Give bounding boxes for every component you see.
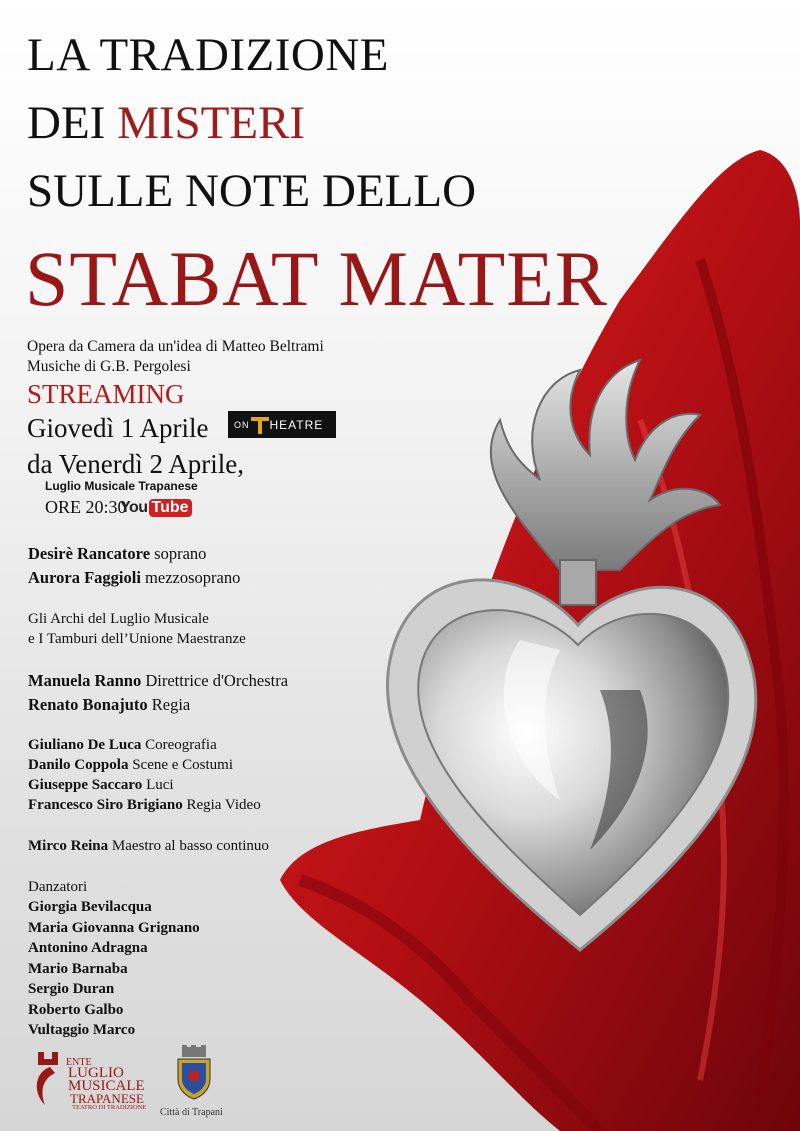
youtube-tube: Tube	[149, 499, 192, 517]
dancer-5: Sergio Duran	[28, 981, 115, 997]
ontheatre-t-icon	[251, 415, 269, 435]
crew-2	[28, 755, 233, 776]
ontheatre-rest: HEATRE	[269, 417, 324, 432]
crew-4-role: Regia Video	[186, 797, 261, 813]
direction-1	[28, 670, 288, 691]
crew-2-name: Danilo Coppola	[28, 757, 129, 773]
ente-line4: TRAPANESE	[70, 1091, 144, 1106]
youtube-logo	[120, 499, 192, 517]
continuo-name: Mirco Reina	[28, 838, 109, 854]
direction-2	[28, 694, 190, 715]
crew-1-role: Coreografia	[145, 737, 217, 753]
date-friday: da Venerdì 2 Aprile,	[27, 449, 244, 479]
dancers-label: Danzatori	[28, 879, 88, 895]
heading-line-2-prefix: DEI	[27, 97, 118, 149]
dancer-4: Mario Barnaba	[28, 960, 128, 977]
ente-line2: LUGLIO	[68, 1065, 124, 1081]
direction-2-role: Regia	[151, 695, 191, 714]
date-thursday: Giovedì 1 Aprile	[27, 413, 209, 443]
crew-1	[28, 735, 217, 756]
ente-line3: MUSICALE	[68, 1078, 145, 1094]
crew-2-role: Scene e Costumi	[132, 757, 234, 773]
subtitle-line-1: Opera da Camera da un'idea di Matteo Beltrami	[27, 338, 324, 355]
singer-1-role: soprano	[154, 544, 207, 563]
citta-di-trapani-logo	[160, 1045, 230, 1125]
singer-1-name: Desirè Rancatore	[28, 544, 151, 563]
dancer-6: Roberto Galbo	[28, 1001, 124, 1018]
ente-line1: ENTE	[66, 1057, 92, 1068]
city-name: Città di Trapani	[160, 1107, 223, 1118]
crew-4	[28, 795, 261, 816]
ontheatre-logo	[228, 411, 336, 438]
dancer-2: Maria Giovanna Grignano	[28, 919, 200, 936]
crew-1-name: Giuliano De Luca	[28, 737, 142, 753]
ensemble-line-1: Gli Archi del Luglio Musicale	[28, 611, 209, 627]
singer-2	[28, 567, 240, 588]
channel-name: Luglio Musicale Trapanese	[45, 479, 198, 493]
singer-1	[28, 543, 206, 564]
continuo-role: Maestro al basso continuo	[111, 838, 269, 854]
crew-4-name: Francesco Siro Brigiano	[28, 797, 183, 813]
heading-misteri: MISTERI	[117, 97, 306, 149]
crew-3-name: Giuseppe Saccaro	[28, 777, 143, 793]
direction-1-role: Direttrice d'Orchestra	[145, 671, 289, 690]
youtube-you: You	[120, 499, 148, 516]
dancer-1: Giorgia Bevilacqua	[28, 899, 152, 915]
heading-line-2	[27, 98, 305, 148]
ontheatre-on: ON	[234, 419, 250, 430]
streaming-label: STREAMING	[27, 379, 185, 409]
dancer-3: Antonino Adragna	[28, 940, 148, 956]
singer-2-role: mezzosoprano	[145, 568, 241, 587]
heading-line-1: LA TRADIZIONE	[27, 29, 390, 81]
ente-line5: TEATRO DI TRADIZIONE	[72, 1104, 147, 1111]
heading-line-3: SULLE NOTE DELLO	[27, 165, 477, 217]
crew-3	[28, 775, 174, 796]
main-title: STABAT MATER	[25, 235, 608, 322]
stream-time: ORE 20:30	[45, 497, 127, 517]
crew-3-role: Luci	[146, 777, 174, 793]
ente-emblem-icon	[30, 1047, 70, 1107]
continuo	[28, 836, 269, 857]
dancer-7: Vultaggio Marco	[28, 1022, 136, 1038]
ensemble-line-2: e I Tamburi dell’Unione Maestranze	[28, 631, 246, 647]
ente-luglio-musicale-logo	[30, 1045, 150, 1111]
city-crest-icon	[174, 1045, 214, 1101]
direction-2-name: Renato Bonajuto	[28, 695, 148, 714]
direction-1-name: Manuela Ranno	[28, 671, 142, 690]
singer-2-name: Aurora Faggioli	[28, 568, 141, 587]
dancers-list	[28, 897, 200, 1041]
subtitle-line-2: Musiche di G.B. Pergolesi	[27, 358, 191, 375]
